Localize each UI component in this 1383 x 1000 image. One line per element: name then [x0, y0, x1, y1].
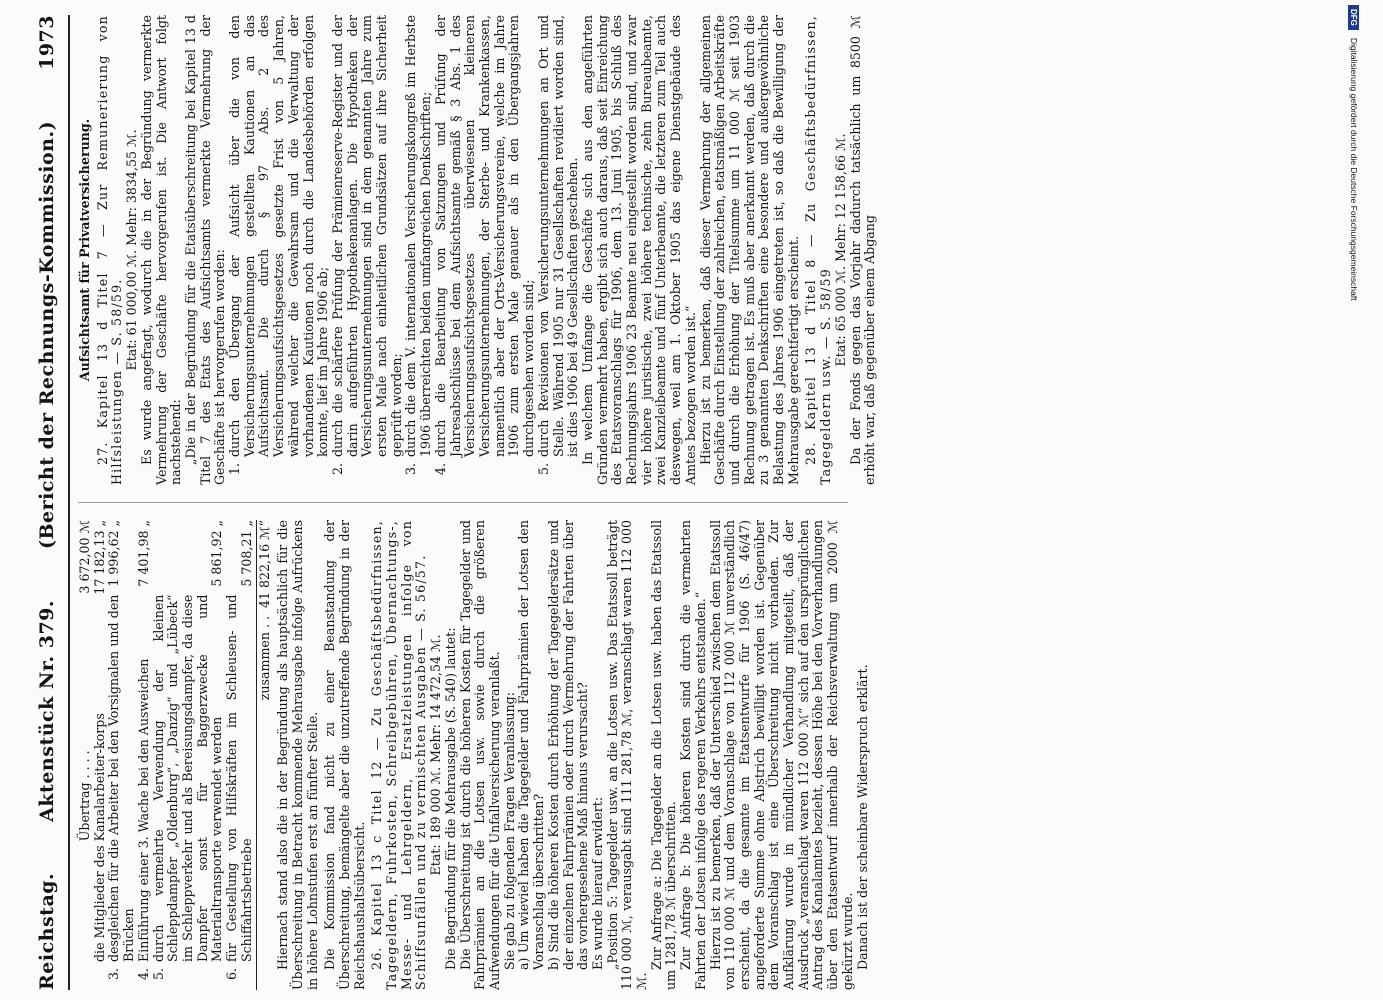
cost-item-text: durch vermehrte Verwendung der kleinen Schleppdampfer „Oldenburg“, „Danzig“ und „Lübeck“ im Schleppverkehr und als Bereisungsdampfer, da diese Dampfer sonst für Baggerzwecke und Materialtransporte verwendet werden — [150, 594, 225, 962]
reason-text: durch die dem V. internationalen Versicherungskongreß im Herbste 1906 überreichten beiden umfangreichen Denkschriften; — [403, 15, 434, 457]
reason-item — [331, 15, 405, 485]
cost-item — [152, 520, 226, 990]
cost-item — [107, 520, 136, 990]
reason-item — [228, 15, 331, 485]
question-b: b) Sind die höheren Kosten durch Erhöhung der Tagegeldersätze und der einzelnen Fahrprämien oder durch Vermehrung der Fahrten über das vorhergesehene Maß hinaus verursacht? — [545, 520, 591, 970]
paragraph: In welchem Umfange die Geschäfte sich aus den angeführten Gründen vermehrt haben, ergibt sich auch daraus, daß seit Einreichung des Etatsvoranschlags für 1906, dem 13. Juni 1905, bis Schluß des Rechnungsjahrs 1906 23 Beamte neu eingestellt worden sind, und zwar vier höhere juristische, zwei höhere technische, zehn Bureaubeamte, zwei Kanzleibeamte und fünf Unterbeamte, die letzteren zum Teil auch deswegen, weil am 1. Oktober 1905 das eigene Dienstgebäude des Amtes bezogen worden ist.“ — [579, 15, 698, 485]
paragraph: Sie gab zu folgenden Fragen Veranlassung: — [501, 692, 517, 970]
reason-item — [537, 15, 581, 485]
question-a: a) Um wieviel haben die Tagegelder und Fahrprämien der Lotsen den Voranschlag überschritten? — [516, 520, 547, 970]
sum-label: zusammen . . — [257, 616, 273, 701]
cost-item-text: die Mitglieder des Kanalarbeiter-korps — [91, 713, 107, 962]
reason-item — [404, 15, 433, 485]
item-28-etat: Etat: 65 000 ℳ. Mehr: 12 158,66 ℳ. — [832, 133, 848, 367]
header-left: Reichstag. — [36, 872, 58, 990]
digitization-credit — [1345, 5, 1363, 995]
paragraph: Es wurde angefragt, wodurch die in der Begründung vermerkte Vermehrung der Geschäfte hervorgerufen ist. Die Antwort folgt nachstehend: — [138, 15, 184, 485]
dfg-logo: DFG — [1349, 5, 1360, 30]
paragraph: Zur Anfrage a: Die Tagegelder an die Lotsen usw. haben das Etatssoll um 1281,78 ℳ überschritten. — [648, 520, 679, 990]
paragraph: „Position 5: Tagegelder usw. an die Lotsen usw. Das Etatssoll beträgt 110 000 ℳ, verausgabt sind 111 281,78 ℳ, veranschlagt waren 112 000 ℳ. — [604, 520, 650, 990]
paragraph: Hiernach stand also die in der Begründung als hauptsächlich für die Überschreitung in Betracht kommende Mehrausgabe infolge Aufrückens in höhere Lohnstufen erst an fünfter Stelle. — [275, 520, 320, 990]
uebertrag-value: 3 672,00 ℳ — [77, 520, 92, 594]
paragraph: Es wurde hierauf erwidert: — [589, 796, 605, 970]
paragraph: Die Überschreitung ist durch die höheren Kosten für Tagegelder und Fahrprämien an die Lotsen usw. sowie durch die größeren Aufwendungen für die Unfallversicherung veranlaßt. — [457, 520, 502, 990]
cost-item-value: 5 708,21 „ — [238, 520, 254, 587]
item-27-heading: 27. Kapitel 13 d Titel 7 — Zur Remunerierung von Hilfsleistungen — S. 58/59. — [94, 15, 125, 485]
paragraph: Da der Fonds gegen das Vorjahr dadurch tatsächlich um 8500 ℳ erhöht war, daß gegenüber einem Abgang — [847, 15, 878, 485]
reason-item — [434, 15, 537, 485]
reason-text: durch Revisionen von Versicherungsunternehmungen an Ort und Stelle. Während 1905 nur 31 Gesellschaften revidiert worden sind, ist dies 1906 bei 49 Gesellschaften geschehen. — [535, 15, 581, 457]
page-header — [30, 15, 64, 990]
item-26-etat: Etat: 189 000 ℳ. Mehr: 14 472,54 ℳ. — [428, 634, 444, 876]
reason-text: durch die schärfere Prüfung der Prämienreserve-Register und der darin aufgeführten Hypothekenanlagen. Die Hypotheken der Versicherungsunternehmungen sind in dem genannten Jahre zum ersten Male nach einheitlichen Grundsätzen auf ihre Sicherheit geprüft worden; — [329, 15, 404, 457]
cost-item-value: 1 996,62 „ — [106, 520, 122, 587]
cost-item-text: Einführung einer 3. Wache bei den Ausweichen — [135, 658, 151, 962]
right-column — [78, 15, 878, 485]
item-27-etat: Etat: 61 000,00 ℳ. Mehr: 3834,55 ℳ. — [124, 129, 140, 371]
paragraph: Hierzu ist zu bemerken, daß dieser Vermehrung der allgemeinen Geschäfte durch Einstellung der zahlreichen, etatsmäßigen Arbeitskräfte und durch die Erhöhung der Titelsumme um 11 000 ℳ seit 1903 Rechnung getragen ist. Es muß aber anerkannt werden, daß durch die zu 3 genannten Denkschriften eine besondere und außergewöhnliche Belastung des Jahres 1906 eingetreten ist, so daß die Bewilligung der Mehrausgabe gerechtfertigt erscheint. — [697, 15, 801, 485]
paragraph: Die Begründung für die Mehrausgabe (S. 540) lautet: — [442, 627, 458, 970]
cost-item-value: 7 401,98 „ — [135, 520, 151, 587]
cost-item-text: für Gestellung von Hilfskräften im Schleusen- und Schiffahrtsbetriebe — [224, 594, 254, 962]
paragraph: Hierzu ist zu bemerken, daß der Unterschied zwischen dem Etatssoll von 110 000 ℳ und dem Voranschlage von 112 000 ℳ unverständlich erscheint, da die gesamte im Etatsentwurfe für 1906 (S. 46/47) angeforderte Summe ohne Abstrich bewilligt worden ist. Gegenüber dem Voranschlag ist eine Überschreitung nicht vorhanden. Zur Aufklärung wurde in mündlicher Verhandlung mitgeteilt, daß der Ausdruck „veranschlagt waren 112 000 ℳ“ sich auf den ursprünglichen Antrag des Kanalamtes bezieht, dessen Höhe bei den Vorverhandlungen über den Etatsentwurf innerhalb der Reichsverwaltung um 2000 ℳ gekürzt wurde. — [707, 520, 855, 990]
header-center: Aktenstück Nr. 379. — [36, 599, 58, 822]
reason-num: 1. — [227, 463, 243, 476]
paragraph: Danach ist der scheinbare Widerspruch erklärt. — [854, 664, 870, 970]
rotated-document-page — [30, 15, 1320, 990]
paragraph: „Die in der Begründung für die Etatsüberschreitung bei Kapitel 13 d Titel 7 des Etats des Aufsichtsamts vermerkte Vermehrung der Geschäfte ist hervorgerufen worden: — [182, 15, 228, 485]
cost-item — [137, 520, 152, 990]
cost-item — [93, 520, 108, 990]
section-title: Aufsichtsamt für Privatversicherung. — [77, 118, 92, 382]
reason-num: 2. — [329, 463, 345, 476]
item-26-heading: 26. Kapitel 13 c Titel 12 — Zu Geschäftsbedürfnissen, Tagegeldern, Fuhrkosten, Schreibgebühren, Übernachtungs-, Messe- und Lehrgeldern, Ersatzleistungen infolge von Schiffsunfällen und zu vermischten Ausgaben — S. 56/57. — [369, 520, 429, 990]
reason-num: 3. — [403, 463, 419, 476]
cost-item-num: 4. — [135, 968, 151, 981]
cost-item-num — [93, 962, 108, 990]
paragraph: Die Kommission fand nicht zu einer Beanstandung der Überschreitung, bemängelte aber die unzutreffende Begründung in der Reichshaushaltsübersicht. — [322, 520, 367, 990]
sum-value: 41 822,16 ℳ“ — [257, 520, 273, 609]
header-rule — [68, 15, 70, 990]
reason-text: durch den Übergang der Aufsicht über die von den Versicherungsunternehmungen gestellten Kautionen an das Aufsichtsamt. Die durch § 97 Abs. 2 des Versicherungsaufsichtsgesetzes gesetzte Frist von 5 Jahren, während welcher die Gewahrsam und die Verwaltung der vorhandenen Kautionen noch durch die Landesbehörden erfolgen konnte, lief im Jahre 1906 ab; — [227, 15, 331, 457]
digitization-credit-text: Digitalisierung gefördert durch die Deutsche Forschungsgemeinschaft — [1349, 37, 1359, 301]
paragraph: Zur Anfrage b: Die höheren Kosten sind durch die vermehrten Fahrten der Lotsen infolge des regeren Verkehrs entstanden.“ — [678, 520, 708, 990]
cost-item-num: 5. — [150, 968, 166, 981]
sum-row — [256, 520, 273, 990]
cost-item-num: 6. — [224, 968, 240, 981]
reason-text: durch die Bearbeitung von Satzungen und Prüfung der Jahresabschlüsse bei dem Aufsichtsamte gemäß § 3 Abs. 1 des Versicherungsaufsichtsgesetzes überwiesenen kleineren Versicherungsunternehmungen, der Sterbe- und Krankenkassen, namentlich aber der Orts-Versicherungsvereine, welche im Jahre 1906 zum ersten Male genauer als in den Übergangsjahren durchgesehen worden sind; — [432, 15, 537, 457]
cost-item-text: desgleichen für die Arbeiter bei den Vorsignalen und den Brücken — [106, 594, 137, 962]
header-paren: (Bericht der Rechnungs-Kommission.) — [36, 120, 58, 549]
cost-item-value: 5 861,92 „ — [209, 520, 225, 587]
uebertrag-label: Übertrag . . . . — [77, 750, 92, 842]
item-28-heading: 28. Kapitel 13 d Titel 8 — Zu Geschäftsbedürfnissen, Tagegeldern usw. — S. 58/59 — [803, 15, 834, 485]
cost-item — [225, 520, 254, 990]
left-column — [78, 520, 870, 990]
page-number: 1973 — [36, 15, 58, 70]
uebertrag-row — [78, 520, 93, 990]
cost-item-num: 3. — [106, 968, 122, 981]
cost-item-value: 17 182,13 „ — [91, 520, 107, 595]
column-separator — [78, 502, 848, 503]
reason-num: 4. — [432, 463, 448, 476]
reason-num: 5. — [535, 463, 551, 476]
